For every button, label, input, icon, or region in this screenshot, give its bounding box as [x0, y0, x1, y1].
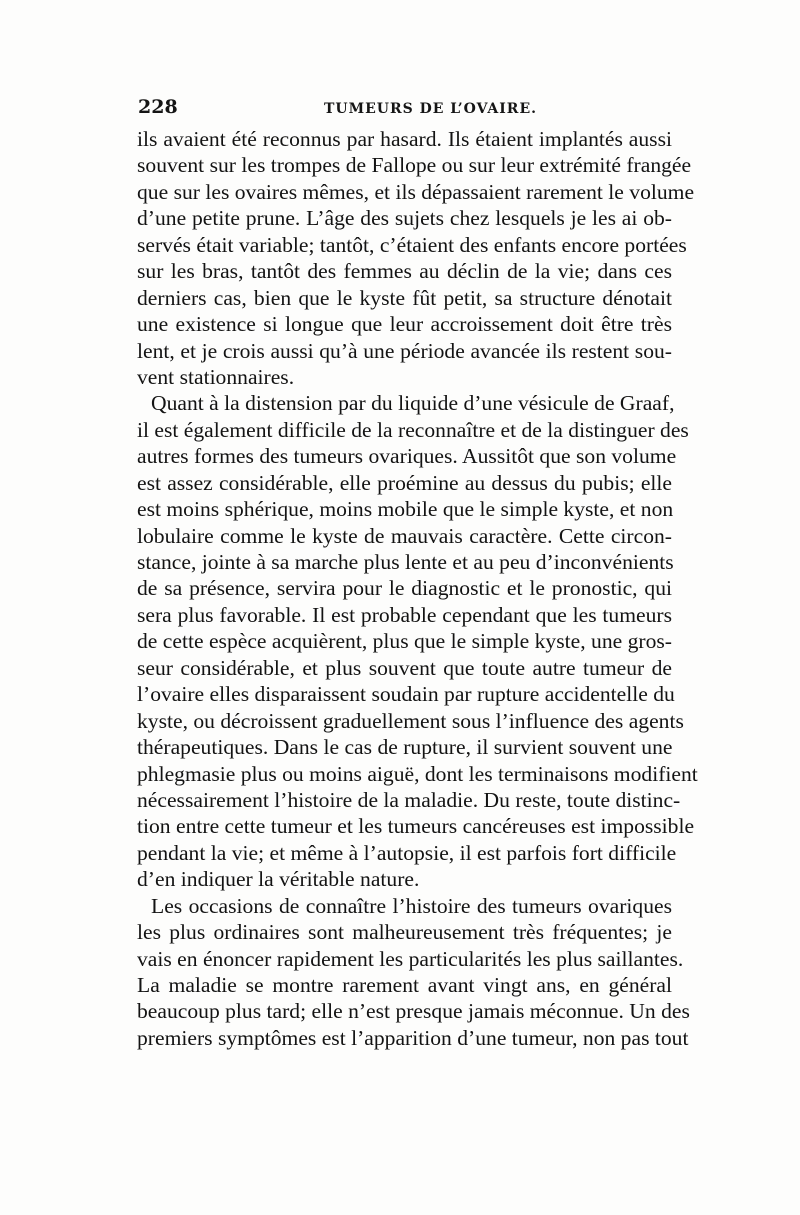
text-line: beaucoup plus tard; elle n’est presque jamais méconnue. Un des — [137, 999, 690, 1024]
text-line: est assez considérable, elle proémine au dessus du pubis; elle — [137, 470, 672, 495]
text-line: lent, et je crois aussi qu’à une période avancée ils restent sou- — [137, 338, 672, 363]
page-number: 228 — [138, 96, 178, 118]
text-line: seur considérable, et plus souvent que toute autre tumeur de — [137, 655, 672, 680]
text-line: sera plus favorable. Il est probable cependant que les tumeurs — [137, 602, 672, 627]
text-line: l’ovaire elles disparaissent soudain par rupture accidentelle du — [137, 682, 675, 707]
running-header — [138, 96, 672, 124]
text-line: derniers cas, bien que le kyste fût petit, sa structure dénotait — [137, 285, 672, 310]
text-line: il est également difficile de la reconnaître et de la distinguer des — [137, 417, 689, 442]
paragraph-first-line: Quant à la distension par du liquide d’une vésicule de Graaf, — [151, 391, 675, 416]
text-line: La maladie se montre rarement avant vingt ans, en général — [137, 973, 672, 997]
text-line: les plus ordinaires sont malheureusement très fréquentes; je — [137, 920, 672, 945]
text-line: une existence si longue que leur accroissement doit être très — [137, 312, 672, 337]
paragraph-first-line: Les occasions de connaître l’histoire des tumeurs ovariques — [151, 893, 672, 918]
text-line: souvent sur les trompes de Fallope ou sur leur extrémité frangée — [137, 153, 692, 178]
text-line: autres formes des tumeurs ovariques. Aussitôt que son volume — [137, 444, 677, 469]
text-line: est moins sphérique, moins mobile que le simple kyste, et non — [137, 497, 674, 522]
text-line: nécessairement l’histoire de la maladie. Du reste, toute distinc- — [137, 787, 681, 812]
text-line: stance, jointe à sa marche plus lente et au peu d’inconvénients — [137, 550, 674, 574]
text-line: sur les bras, tantôt des femmes au déclin de la vie; dans ces — [137, 259, 672, 284]
text-line: d’en indiquer la véritable nature. — [137, 867, 420, 892]
running-title: TUMEURS DE L’OVAIRE. — [324, 101, 537, 117]
text-line: lobulaire comme le kyste de mauvais caractère. Cette circon- — [137, 523, 672, 548]
text-line: de sa présence, servira pour le diagnostic et le pronostic, qui — [137, 576, 672, 601]
text-line: premiers symptômes est l’apparition d’une tumeur, non pas tout — [137, 1025, 689, 1050]
text-line: servés était variable; tantôt, c’étaient des enfants encore portées — [137, 232, 687, 257]
text-line: thérapeutiques. Dans le cas de rupture, il survient souvent une — [137, 735, 673, 760]
text-line: tion entre cette tumeur et les tumeurs cancéreuses est impossible — [137, 814, 695, 839]
text-line: phlegmasie plus ou moins aiguë, dont les terminaisons modifient — [137, 761, 698, 786]
text-line: vent stationnaires. — [137, 364, 295, 389]
text-line: d’une petite prune. L’âge des sujets chez lesquels je les ai ob- — [137, 206, 672, 231]
text-line: de cette espèce acquièrent, plus que le simple kyste, une gros- — [137, 629, 672, 654]
text-line: vais en énoncer rapidement les particularités les plus saillantes. — [137, 946, 684, 971]
text-line: kyste, ou décroissent graduellement sous l’influence des agents — [137, 708, 684, 733]
body-text — [137, 126, 698, 1051]
text-line: que sur les ovaires mêmes, et ils dépassaient rarement le volume — [137, 179, 695, 204]
text-line: pendant la vie; et même à l’autopsie, il est parfois fort difficile — [137, 840, 677, 865]
text-line: ils avaient été reconnus par hasard. Ils étaient implantés aussi — [137, 127, 672, 151]
